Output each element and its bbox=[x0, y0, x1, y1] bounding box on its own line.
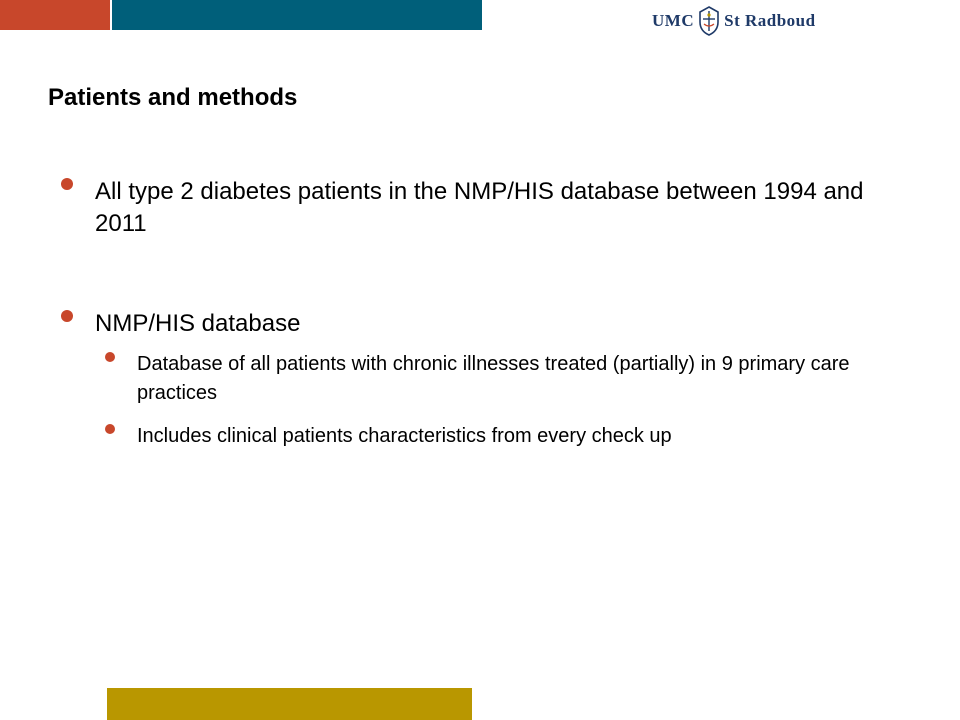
bullet-item-1: All type 2 diabetes patients in the NMP/HIS database between 1994 and 2011 bbox=[95, 178, 864, 237]
crest-icon bbox=[698, 6, 720, 36]
umc-st-radboud-logo bbox=[652, 3, 816, 39]
sub-bullet-item-1: Database of all patients with chronic illnesses treated (partially) in 9 primary care practices bbox=[137, 353, 850, 404]
bullet-dot-icon bbox=[61, 178, 73, 190]
bullet-item-2: NMP/HIS database bbox=[95, 310, 301, 337]
sub-bullet-item-2: Includes clinical patients characteristics from every check up bbox=[137, 425, 672, 447]
footer-bar-gold bbox=[107, 688, 472, 720]
logo-text-radboud: St Radboud bbox=[724, 11, 816, 30]
slide-title: Patients and methods bbox=[48, 84, 298, 111]
bullet-dot-icon bbox=[61, 310, 73, 322]
sub-bullet-dot-icon bbox=[105, 352, 115, 362]
logo-text-umc: UMC bbox=[652, 11, 695, 30]
header-bar-teal bbox=[112, 0, 482, 30]
sub-bullet-dot-icon bbox=[105, 424, 115, 434]
header-bar-red bbox=[0, 0, 110, 30]
